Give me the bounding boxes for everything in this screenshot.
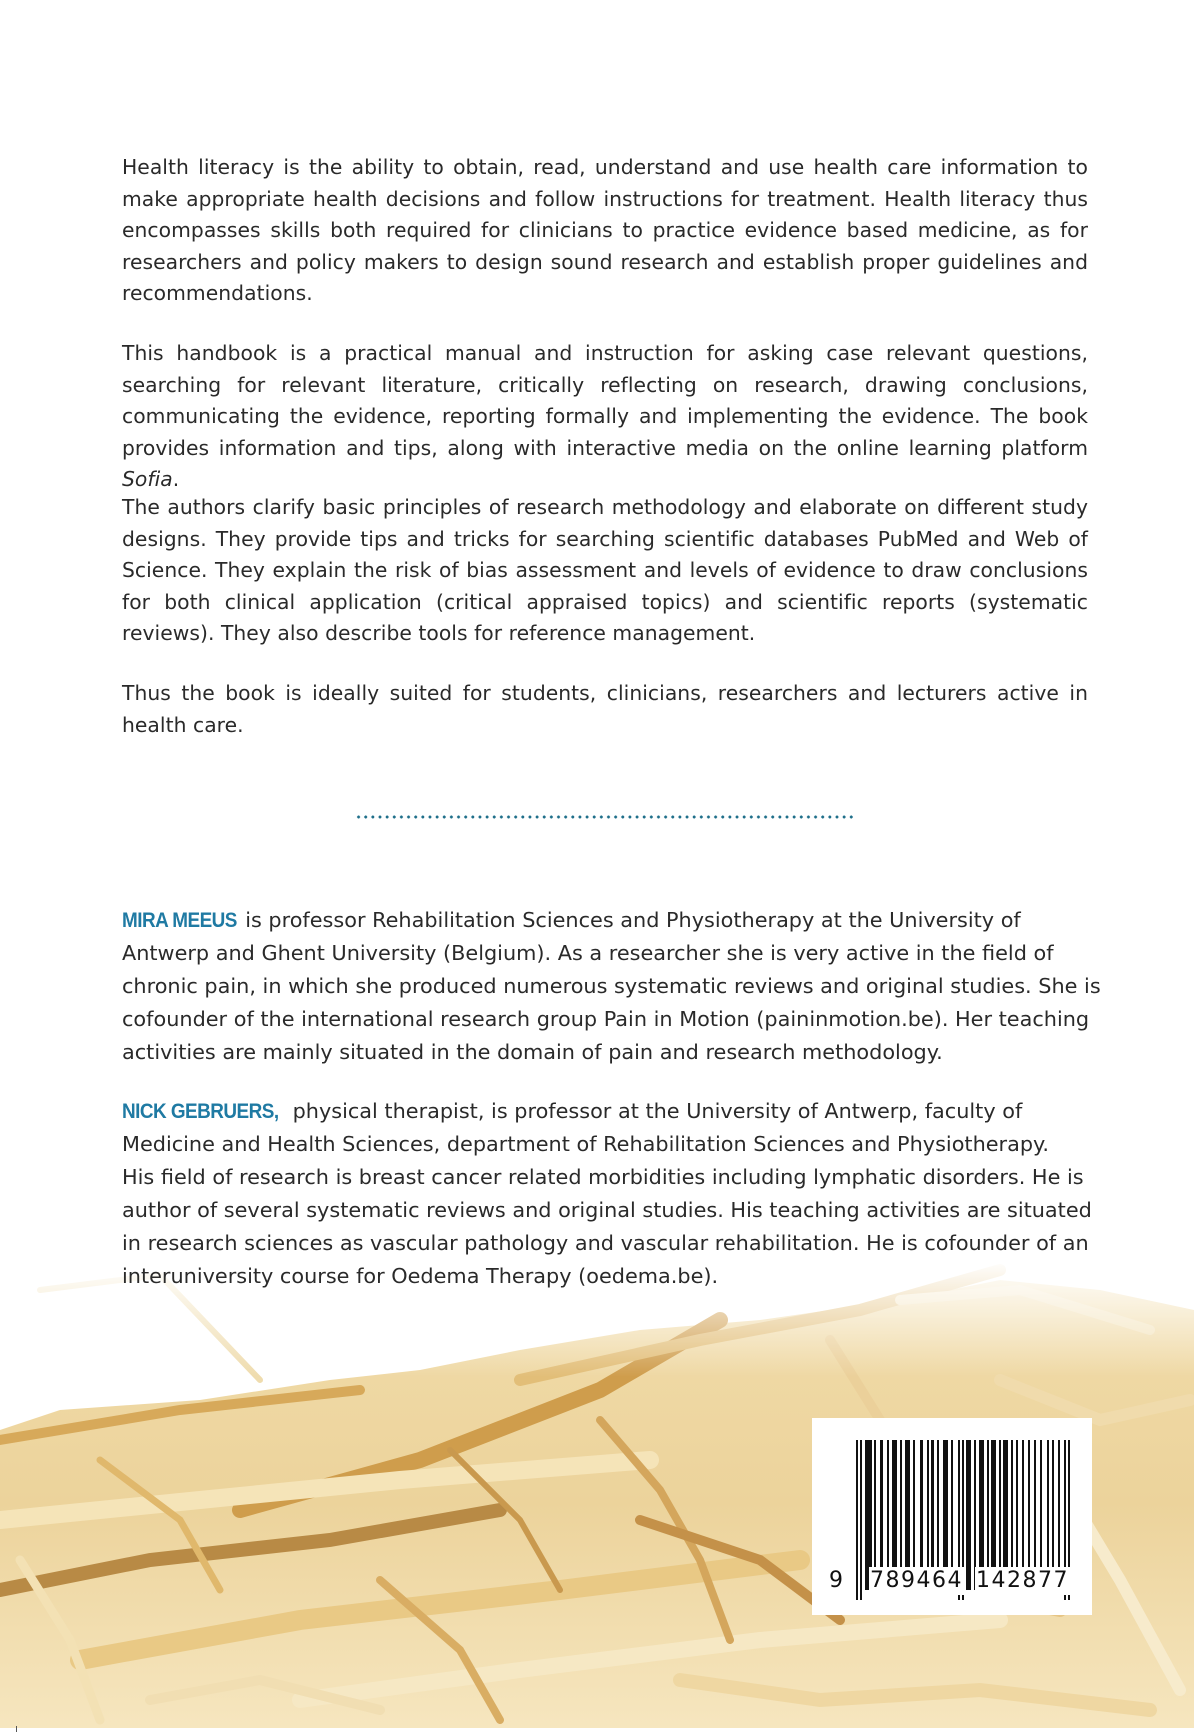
blurb-paragraph-2 bbox=[122, 338, 1088, 496]
barcode-left-group: 789464 bbox=[870, 1568, 963, 1593]
author-bio-mira-meeus bbox=[122, 904, 1102, 1069]
author-name: NICK GEBRUERS, bbox=[122, 1099, 279, 1123]
bio-line: His field of research is breast cancer related morbidities including lymphatic disorders. He is bbox=[122, 1165, 1084, 1189]
bio-line: activities are mainly situated in the domain of pain and research methodology. bbox=[122, 1040, 943, 1064]
barcode-right-group: 142877 bbox=[976, 1568, 1069, 1593]
bio-text: physical therapist, is professor at the University of Antwerp, faculty of bbox=[285, 1099, 1023, 1123]
bio-line bbox=[122, 904, 1102, 937]
bio-text: is professor Rehabilitation Sciences and Physiotherapy at the University of bbox=[238, 908, 1021, 932]
bio-line: Antwerp and Ghent University (Belgium). As a researcher she is very active in the field of bbox=[122, 941, 1054, 965]
blurb-paragraph-3: The authors clarify basic principles of research methodology and elaborate on different study designs. They provide tips and tricks for searching scientific databases PubMed and Web of Science. They explain the risk of bias assessment and levels of evidence to draw conclusions for both clinical application (critical appraised topics) and scientific reports (systematic reviews). They also describe tools for reference management. bbox=[122, 495, 1088, 646]
bio-line: cofounder of the international research group Pain in Motion (paininmotion.be). Her teaching bbox=[122, 1007, 1090, 1031]
bio-line bbox=[122, 1095, 1102, 1128]
isbn-barcode bbox=[812, 1418, 1092, 1615]
author-name: MIRA MEEUS bbox=[122, 908, 237, 932]
bio-line: author of several systematic reviews and original studies. His teaching activities are situated bbox=[122, 1198, 1092, 1222]
platform-name: Sofia bbox=[122, 467, 173, 492]
author-bio-nick-gebruers bbox=[122, 1095, 1102, 1293]
blurb-paragraph-2-text: This handbook is a practical manual and instruction for asking case relevant questions, searching for relevant literature, critically reflecting on research, drawing conclusions, communicating the evidence, reporting formally and implementing the evidence. The book provides information and tips, along with interactive media on the online learning platform bbox=[122, 341, 1088, 460]
bio-line: interuniversity course for Oedema Therapy (oedema.be). bbox=[122, 1264, 719, 1288]
bio-line: Medicine and Health Sciences, department of Rehabilitation Sciences and Physiotherapy. bbox=[122, 1132, 1049, 1156]
crop-mark bbox=[16, 1726, 17, 1732]
bio-line: in research sciences as vascular pathology and vascular rehabilitation. He is cofounder of an bbox=[122, 1231, 1089, 1255]
dotted-divider-icon bbox=[355, 815, 855, 819]
bio-line: chronic pain, in which she produced numerous systematic reviews and original studies. She is bbox=[122, 974, 1101, 998]
barcode-digit-prefix: 9 bbox=[829, 1568, 845, 1593]
blurb-paragraph-1: Health literacy is the ability to obtain, read, understand and use health care information to make appropriate health decisions and follow instructions for treatment. Health literacy thus encompasses skills both required for clinicians to practice evidence based medicine, as for researchers and policy makers to design sound research and establish proper guidelines and recommendations. bbox=[122, 155, 1088, 306]
blurb-paragraph-2-end: . bbox=[172, 467, 180, 492]
blurb-paragraph-4: Thus the book is ideally suited for students, clinicians, researchers and lecturers active in health care. bbox=[122, 681, 1088, 737]
